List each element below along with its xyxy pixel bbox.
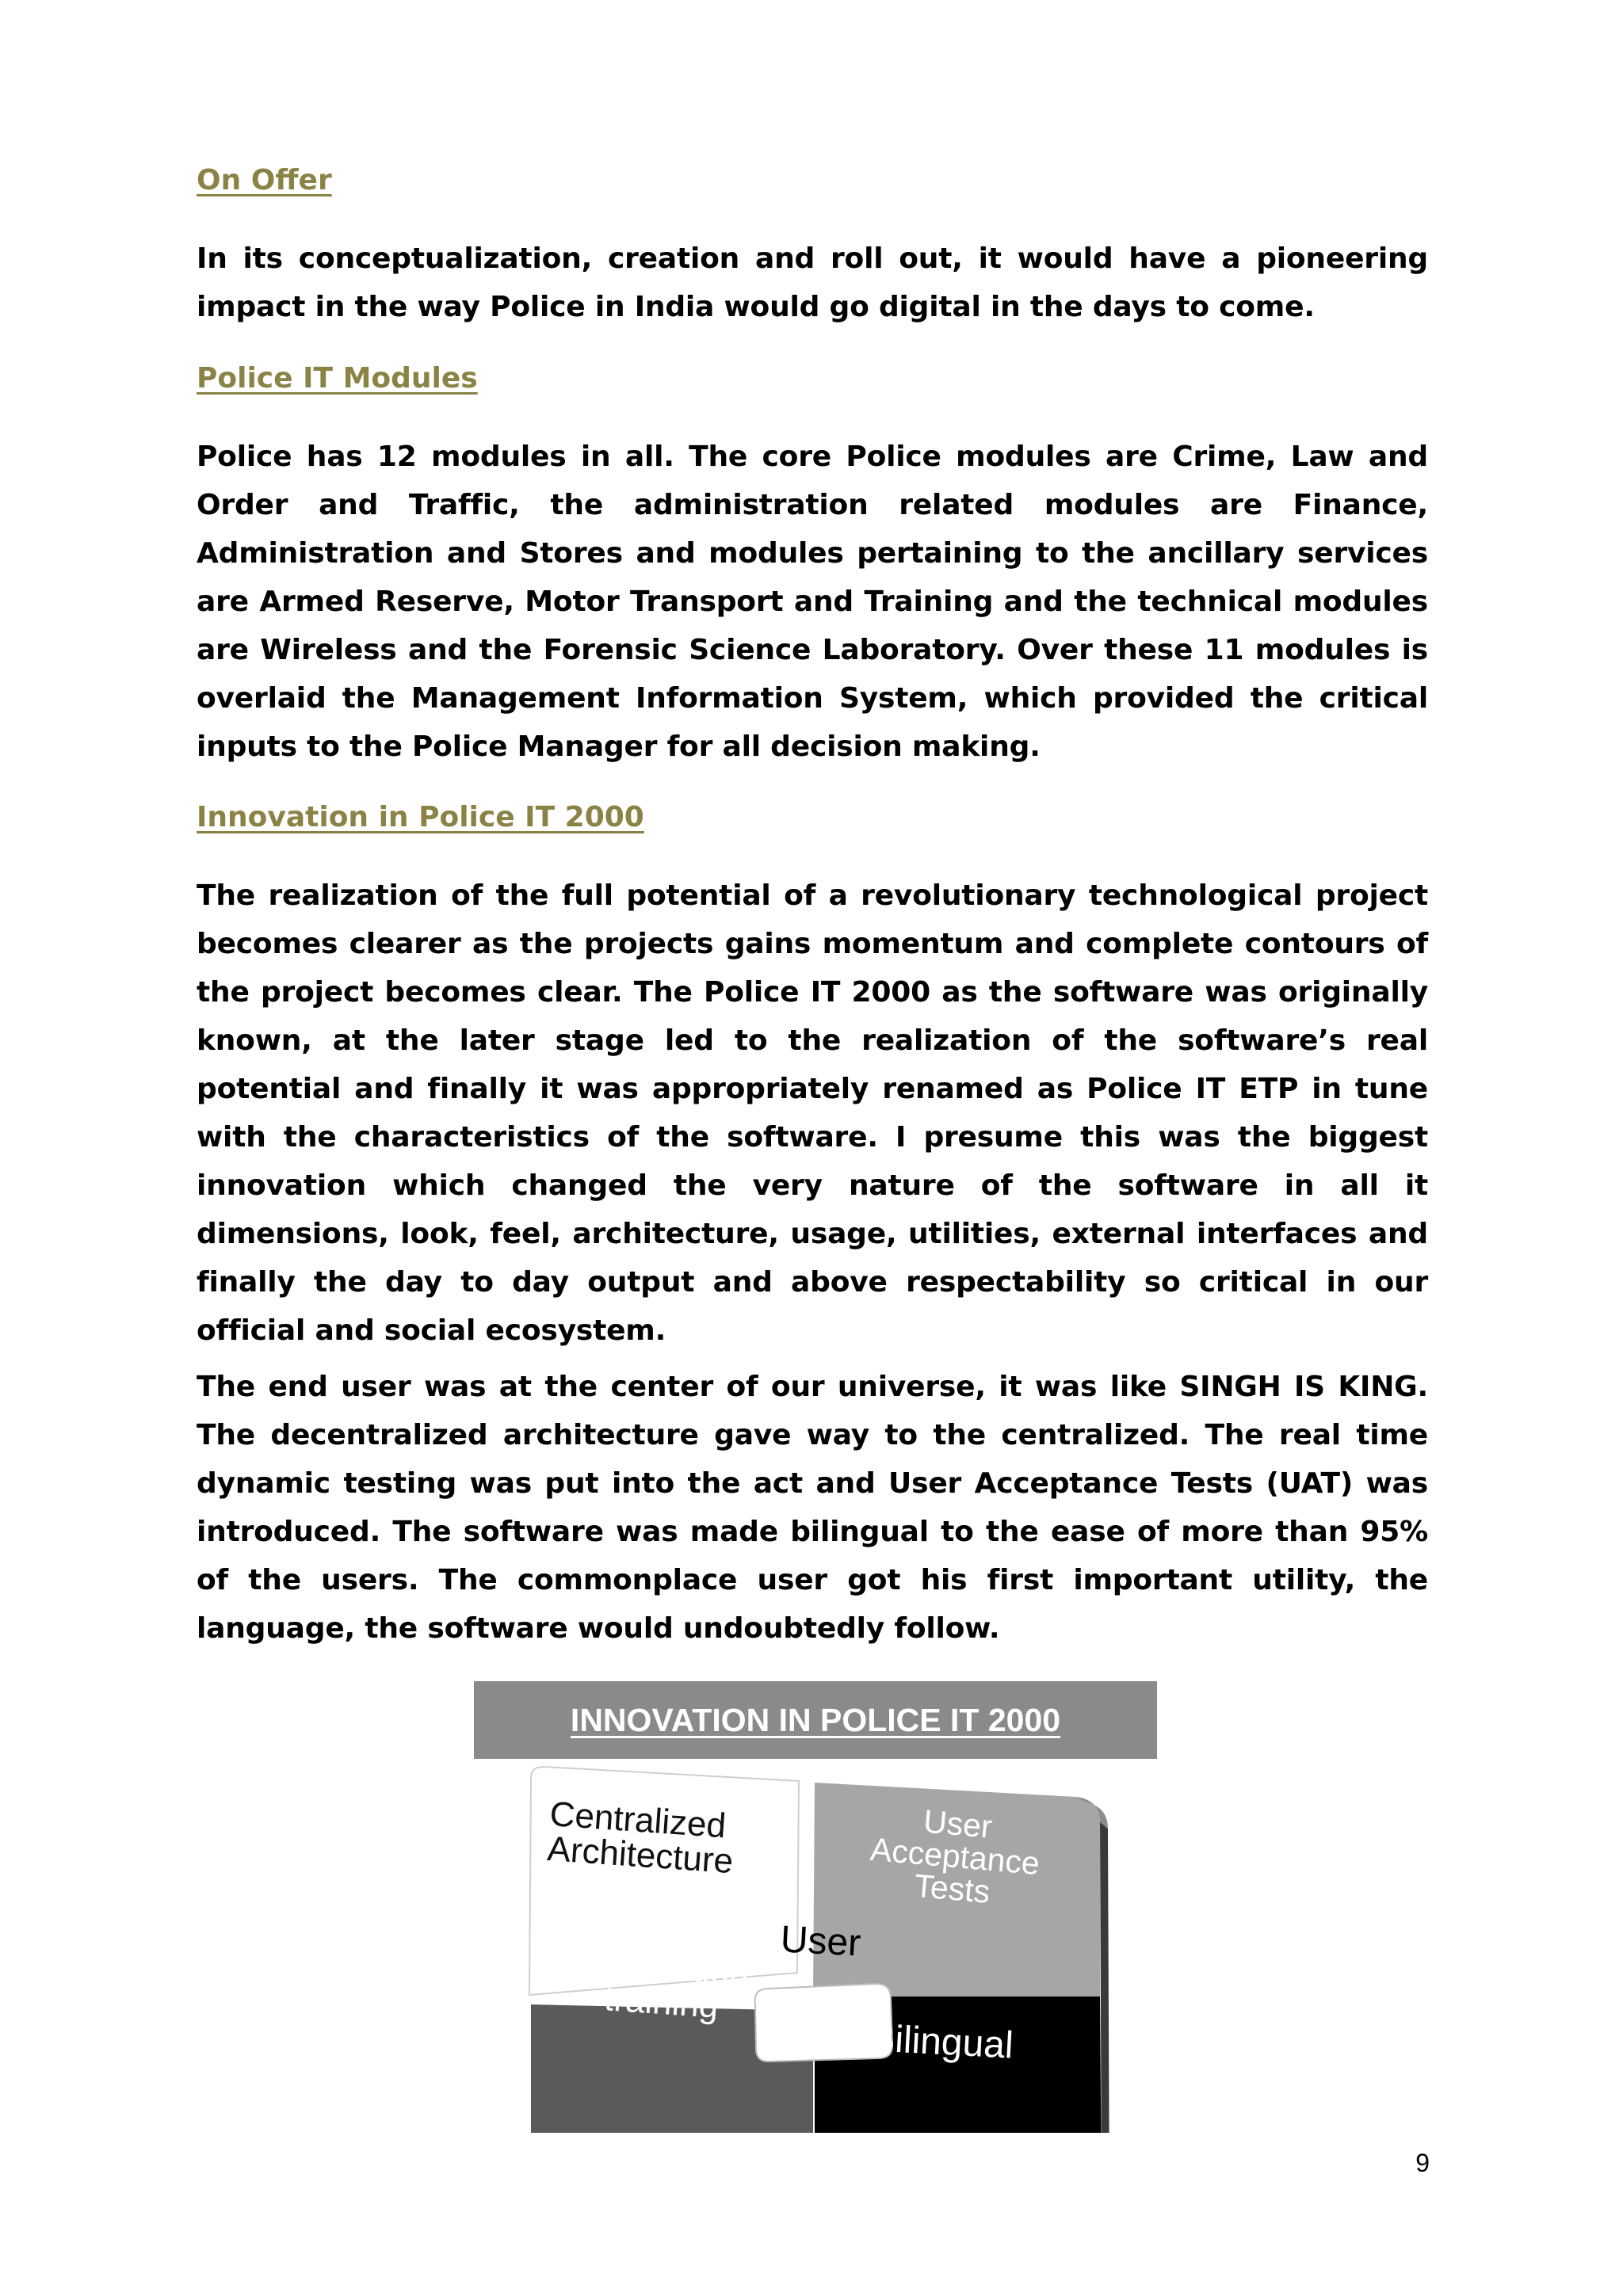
- label-centralized-architecture: Centralized Architecture: [546, 1794, 735, 1882]
- paragraph-innovation-2: The end user was at the center of our universe, it was like SINGH IS KING. The decentralized architecture gave way to the centralized. The real time dynamic testing was put into the act and User Acceptance Tests (UAT) was introduced. The software was made bilingual to the ease of more than 95% of the users. The commonplace user got his first important utility, the language, the software would undoubtedly follow.: [197, 1371, 1428, 1645]
- heading-innovation: Innovation in Police IT 2000: [197, 801, 644, 833]
- page-number: 9: [1415, 2149, 1430, 2177]
- innovation-figure: [474, 1681, 1157, 2133]
- label-user: User: [779, 1918, 862, 1965]
- heading-on-offer: On Offer: [197, 164, 332, 196]
- figure-title: INNOVATION IN POLICE IT 2000: [570, 1702, 1061, 1738]
- label-bilingual: Bilingual: [869, 2017, 1015, 2067]
- paragraph-on-offer: In its conceptualization, creation and roll out, it would have a pioneering impact in the way Police in India would go digital in the days to come.: [197, 242, 1428, 323]
- paragraph-innovation-1: The realization of the full potential of a revolutionary technological project becomes clearer as the projects gains momentum and complete contours of the project becomes clear. The Police IT 2000 as the software was originally known, at the later stage led to the realization of the software’s real potential and finally it was appropriately renamed as Police IT ETP in tune with the characteristics of the software. I presume this was the biggest innovation which changed the very nature of the software in all it dimensions, look, feel, architecture, usage, utilities, external interfaces and finally the day to day output and above respectability so critical in our official and social ecosystem.: [197, 879, 1428, 1347]
- label-user-acceptance-tests: User Acceptance Tests: [869, 1802, 1041, 1910]
- label-application-training: Application training: [577, 1942, 750, 2026]
- heading-police-it-modules: Police IT Modules: [197, 362, 478, 395]
- paragraph-police-it-modules: Police has 12 modules in all. The core Police modules are Crime, Law and Order and Traffic, the administration related modules are Finance, Administration and Stores and modules pertaining to the ancillary services are Armed Reserve, Motor Transport and Training and the technical modules are Wireless and the Forensic Science Laboratory. Over these 11 modules is overlaid the Management Information System, which provided the critical inputs to the Police Manager for all decision making.: [197, 441, 1428, 763]
